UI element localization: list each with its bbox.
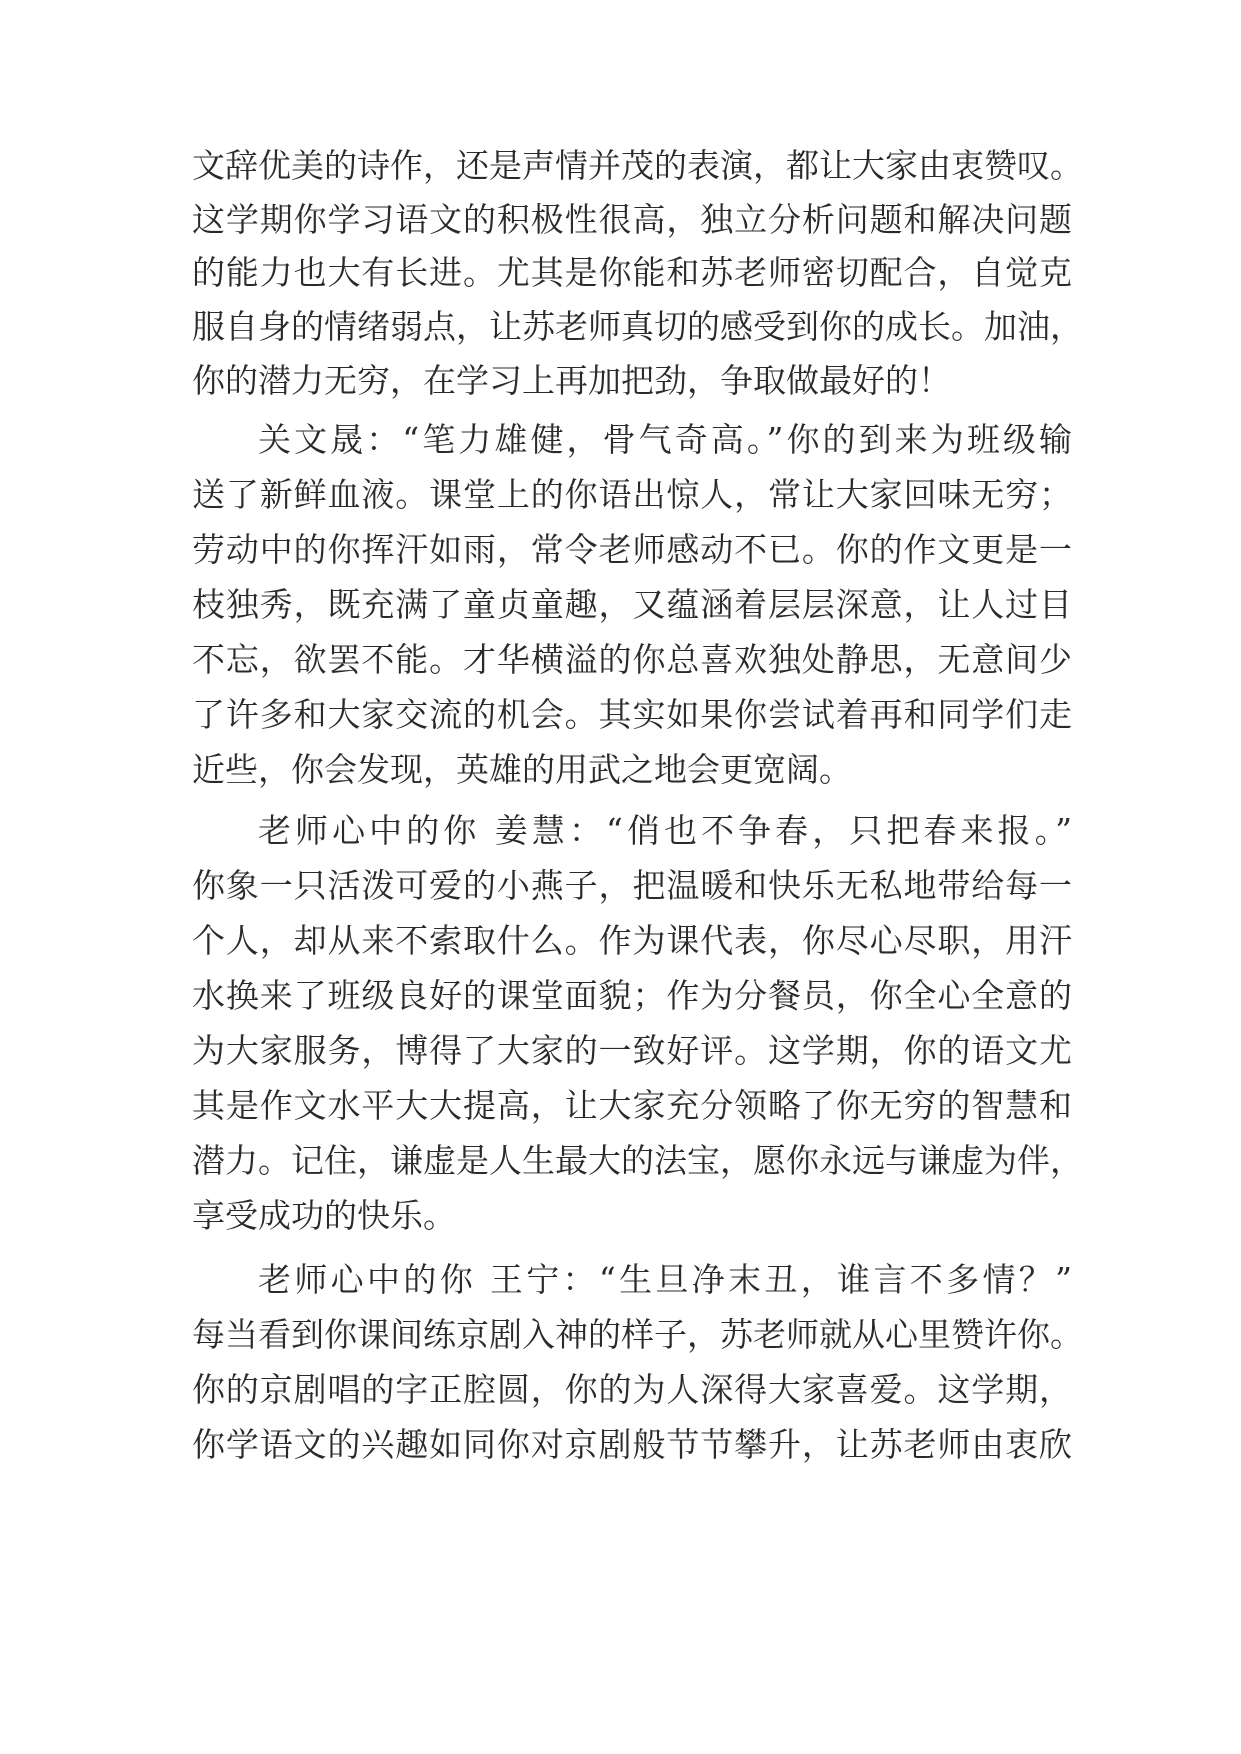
paragraph-first-line: 老师心中的你 王宁：“生旦净末丑，谁言不多情？” bbox=[258, 1260, 1072, 1299]
text-line: 享受成功的快乐。 bbox=[192, 1196, 456, 1235]
text-line: 每当看到你课间练京剧入神的样子，苏老师就从心里赞许你。 bbox=[192, 1315, 1083, 1354]
text-line: 你学语文的兴趣如同你对京剧般节节攀升，让苏老师由衷欣 bbox=[192, 1425, 1072, 1464]
text-line: 文辞优美的诗作，还是声情并茂的表演，都让大家由衷赞叹。 bbox=[192, 146, 1083, 185]
text-line: 枝独秀，既充满了童贞童趣，又蕴涵着层层深意，让人过目 bbox=[192, 585, 1072, 624]
text-line: 潜力。记住，谦虚是人生最大的法宝，愿你永远与谦虚为伴， bbox=[192, 1141, 1083, 1180]
text-line: 其是作文水平大大提高，让大家充分领略了你无穷的智慧和 bbox=[192, 1086, 1072, 1125]
text-line: 你的京剧唱的字正腔圆，你的为人深得大家喜爱。这学期， bbox=[192, 1370, 1072, 1409]
text-line: 劳动中的你挥汗如雨，常令老师感动不已。你的作文更是一 bbox=[192, 530, 1072, 569]
text-line: 这学期你学习语文的积极性很高，独立分析问题和解决问题 bbox=[192, 200, 1072, 239]
text-line: 的能力也大有长进。尤其是你能和苏老师密切配合，自觉克 bbox=[192, 253, 1072, 292]
text-line: 你的潜力无穷，在学习上再加把劲，争取做最好的！ bbox=[192, 361, 951, 400]
text-line: 你象一只活泼可爱的小燕子，把温暖和快乐无私地带给每一 bbox=[192, 866, 1072, 905]
text-line: 个人，却从来不索取什么。作为课代表，你尽心尽职，用汗 bbox=[192, 921, 1072, 960]
text-line: 不忘，欲罢不能。才华横溢的你总喜欢独处静思，无意间少 bbox=[192, 640, 1072, 679]
paragraph-first-line: 老师心中的你 姜慧：“俏也不争春，只把春来报。” bbox=[258, 811, 1072, 850]
text-line: 送了新鲜血液。课堂上的你语出惊人，常让大家回味无穷； bbox=[192, 475, 1072, 514]
text-line: 近些，你会发现，英雄的用武之地会更宽阔。 bbox=[192, 750, 852, 789]
text-line: 了许多和大家交流的机会。其实如果你尝试着再和同学们走 bbox=[192, 695, 1072, 734]
text-line: 为大家服务，博得了大家的一致好评。这学期，你的语文尤 bbox=[192, 1031, 1072, 1070]
text-line: 服自身的情绪弱点，让苏老师真切的感受到你的成长。加油， bbox=[192, 307, 1083, 346]
text-line: 水换来了班级良好的课堂面貌；作为分餐员，你全心全意的 bbox=[192, 976, 1072, 1015]
paragraph-first-line: 关文晟：“笔力雄健，骨气奇高。”你的到来为班级输 bbox=[258, 420, 1072, 459]
